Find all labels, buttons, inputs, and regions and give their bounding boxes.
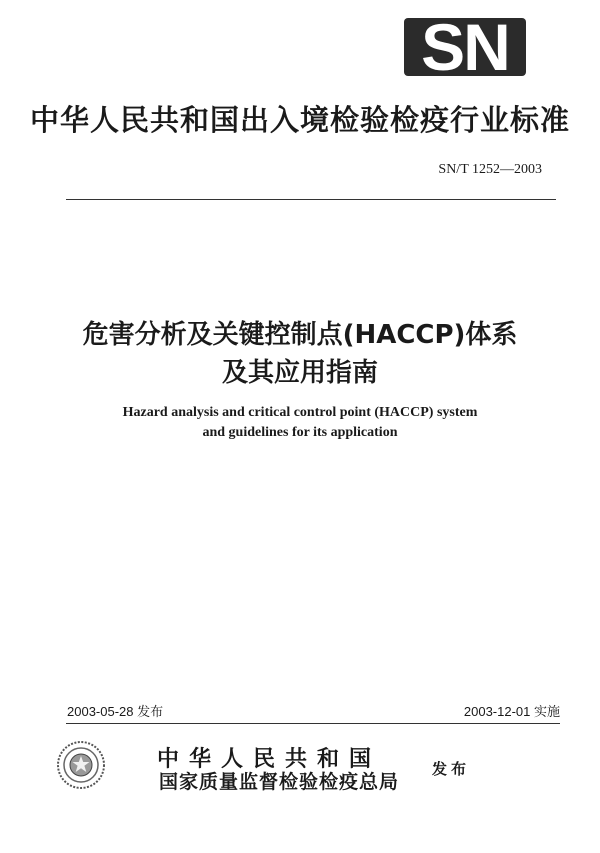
standard-number: SN/T 1252—2003	[438, 162, 542, 177]
document-title-cn-line2: 及其应用指南	[221, 358, 378, 388]
header-divider	[66, 199, 556, 200]
standard-category-title: 中华人民共和国出入境检验检疫行业标准	[29, 103, 570, 137]
publish-label: 发布	[432, 760, 471, 778]
issue-date: 2003-05-28 发布	[67, 704, 164, 719]
implementation-date: 2003-12-01 实施	[463, 704, 560, 719]
issuer-country: 中华人民共和国	[157, 747, 382, 772]
sn-logo: SN	[404, 18, 526, 76]
document-title-en-line1: Hazard analysis and critical control point (HACCP) system	[122, 405, 478, 420]
footer-divider	[66, 723, 560, 724]
seal-emblem-icon	[56, 740, 106, 790]
document-title-cn-line1: 危害分析及关键控制点(HACCP)体系	[82, 320, 518, 350]
document-title-en-line2: and guidelines for its application	[202, 425, 398, 440]
issuer-agency: 国家质量监督检验检疫总局	[159, 771, 400, 793]
